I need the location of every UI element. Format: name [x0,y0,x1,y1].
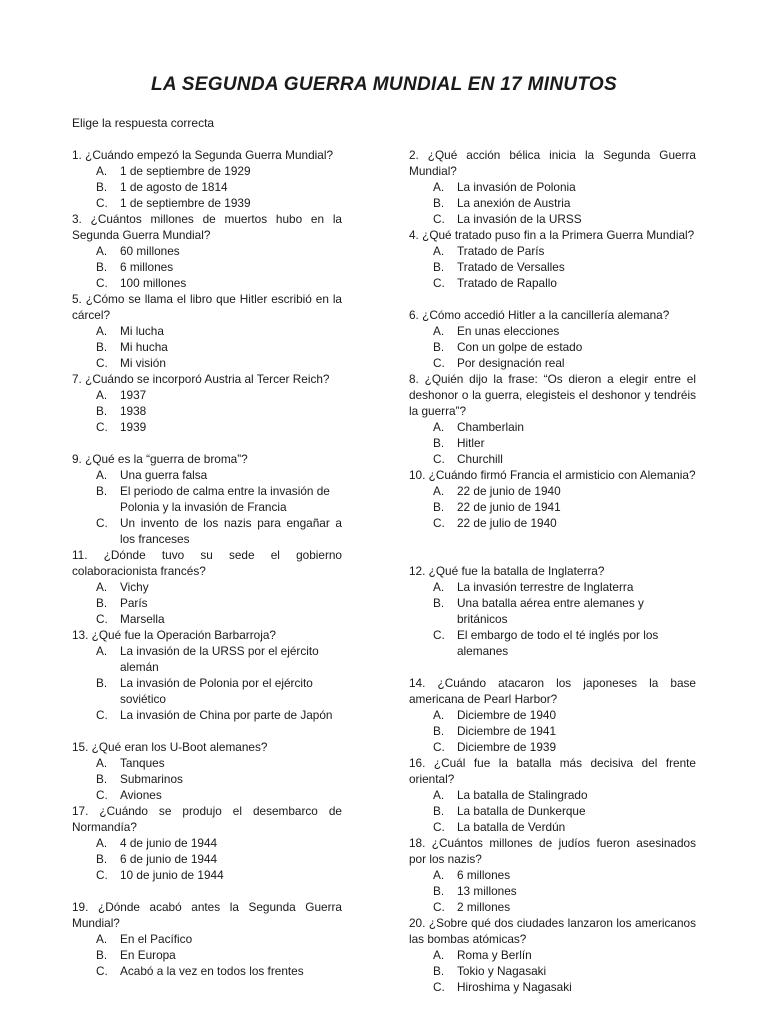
answer-option [409,451,696,467]
option-letter: A. [96,932,108,946]
answer-option [409,483,696,499]
answer-option [409,179,696,195]
option-letter: C. [96,708,108,722]
option-letter: B. [433,884,445,898]
question-block [409,915,696,995]
option-letter: C. [433,516,445,530]
answer-option [72,515,342,547]
question-block [72,451,342,547]
option-letter: B. [433,340,445,354]
option-text: Tratado de Rapallo [457,276,557,290]
option-text: 60 millones [120,244,180,258]
answer-option [72,611,342,627]
answer-option [409,195,696,211]
option-text: 6 millones [120,260,174,274]
option-text: 1937 [120,388,147,402]
option-letter: A. [96,836,108,850]
answer-option [72,595,342,611]
question-text: 13. ¿Qué fue la Operación Barbarroja? [72,628,276,642]
option-text: Acabó a la vez en todos los frentes [120,964,304,978]
answer-option [72,851,342,867]
answer-option [72,355,342,371]
page-title: LA SEGUNDA GUERRA MUNDIAL EN 17 MINUTOS [151,74,617,95]
option-text: Mi hucha [120,340,168,354]
option-text: Una guerra falsa [120,468,208,482]
option-letter: A. [433,324,445,338]
answer-option [409,723,696,739]
option-text: París [120,596,148,610]
answer-option [72,579,342,595]
option-text: En Europa [120,948,176,962]
answer-option [72,387,342,403]
option-text: 22 de junio de 1940 [457,484,561,498]
question-text: 6. ¿Cómo accedió Hitler a la cancillería alemana? [409,308,670,322]
option-text: La batalla de Verdún [457,820,566,834]
question-text: 8. ¿Quién dijo la frase: “Os dieron a elegir entre el deshonor o la guerra, elegisteis el deshonor y tendréis la guerra”? [409,372,696,418]
option-letter: B. [433,964,445,978]
question-block [72,739,342,803]
question-text: 12. ¿Qué fue la batalla de Inglaterra? [409,564,605,578]
option-letter: C. [433,820,445,834]
answer-option [409,323,696,339]
option-letter: C. [96,276,108,290]
question-block [409,147,696,227]
option-text: Mi lucha [120,324,164,338]
option-letter: B. [433,196,445,210]
answer-option [409,435,696,451]
option-text: Diciembre de 1939 [457,740,557,754]
option-letter: B. [96,772,108,786]
answer-option [409,947,696,963]
answer-option [409,339,696,355]
option-letter: C. [96,964,108,978]
option-text: Tanques [120,756,165,770]
answer-option [72,243,342,259]
answer-option [72,163,342,179]
option-letter: B. [96,484,108,498]
option-text: Por designación real [457,356,565,370]
question-text: 16. ¿Cuál fue la batalla más decisiva del frente oriental? [409,756,696,786]
answer-option [409,867,696,883]
answer-option [72,643,342,675]
option-text: La invasión de China por parte de Japón [120,708,333,722]
question-text: 4. ¿Qué tratado puso fin a la Primera Guerra Mundial? [409,228,695,242]
option-letter: C. [96,356,108,370]
answer-option [72,771,342,787]
option-text: Roma y Berlín [457,948,532,962]
option-text: 1938 [120,404,147,418]
option-letter: A. [433,868,445,882]
answer-option [72,419,342,435]
option-text: La invasión de la URSS por el ejército alemán [120,644,319,674]
option-letter: C. [96,868,108,882]
question-text: 19. ¿Dónde acabó antes la Segunda Guerra Mundial? [72,900,342,930]
option-letter: C. [433,356,445,370]
answer-option [72,755,342,771]
option-text: Diciembre de 1940 [457,708,557,722]
option-text: La batalla de Dunkerque [457,804,586,818]
answer-option [409,819,696,835]
option-text: 1 de septiembre de 1939 [120,196,251,210]
answer-option [72,195,342,211]
option-letter: A. [96,244,108,258]
option-letter: B. [96,676,108,690]
question-block [72,147,342,211]
option-letter: B. [433,596,445,610]
option-letter: A. [96,388,108,402]
option-letter: B. [96,948,108,962]
answer-option [409,739,696,755]
option-text: 100 millones [120,276,187,290]
answer-option [409,419,696,435]
option-text: 10 de junio de 1944 [120,868,224,882]
option-letter: B. [96,260,108,274]
option-letter: B. [96,180,108,194]
option-letter: C. [96,196,108,210]
answer-option [409,515,696,531]
answer-option [72,867,342,883]
option-letter: A. [433,580,445,594]
answer-option [72,179,342,195]
option-text: 22 de julio de 1940 [457,516,557,530]
option-letter: B. [433,500,445,514]
answer-option [409,243,696,259]
answer-option [409,803,696,819]
question-block [72,371,342,435]
question-text: 1. ¿Cuándo empezó la Segunda Guerra Mundial? [72,148,334,162]
option-letter: C. [433,212,445,226]
option-letter: C. [96,612,108,626]
option-letter: A. [96,324,108,338]
answer-option [409,899,696,915]
answer-option [409,963,696,979]
option-letter: A. [96,580,108,594]
option-text: Hiroshima y Nagasaki [457,980,572,994]
left-column [72,147,342,979]
question-block [409,227,696,291]
question-text: 14. ¿Cuándo atacaron los japoneses la base americana de Pearl Harbor? [409,676,696,706]
answer-option [72,947,342,963]
question-text: 3. ¿Cuántos millones de muertos hubo en la Segunda Guerra Mundial? [72,212,342,242]
option-letter: B. [96,852,108,866]
answer-option [409,883,696,899]
question-text: 17. ¿Cuándo se produjo el desembarco de Normandía? [72,804,342,834]
option-text: 4 de junio de 1944 [120,836,218,850]
question-block [409,563,696,659]
option-letter: B. [96,340,108,354]
answer-option [409,595,696,627]
answer-option [72,963,342,979]
option-letter: B. [433,724,445,738]
option-text: Marsella [120,612,165,626]
question-block [409,755,696,835]
option-letter: A. [96,468,108,482]
option-letter: C. [96,788,108,802]
option-text: En el Pacífico [120,932,193,946]
question-text: 5. ¿Cómo se llama el libro que Hitler escribió en la cárcel? [72,292,342,322]
question-text: 11. ¿Dónde tuvo su sede el gobierno colaboracionista francés? [72,548,342,578]
option-text: En unas elecciones [457,324,560,338]
option-text: Diciembre de 1941 [457,724,557,738]
option-text: Una batalla aérea entre alemanes y británicos [457,596,644,626]
option-letter: C. [96,420,108,434]
instruction-text: Elige la respuesta correcta [72,116,215,130]
answer-option [409,707,696,723]
option-text: Tratado de París [457,244,545,258]
question-block [409,835,696,915]
question-block [72,547,342,627]
option-text: 13 millones [457,884,517,898]
option-text: 22 de junio de 1941 [457,500,561,514]
option-text: Tratado de Versalles [457,260,565,274]
option-letter: B. [433,436,445,450]
option-text: La batalla de Stalingrado [457,788,588,802]
answer-option [409,627,696,659]
question-block [409,467,696,531]
option-letter: A. [433,420,445,434]
answer-option [409,579,696,595]
question-text: 20. ¿Sobre qué dos ciudades lanzaron los americanos las bombas atómicas? [409,916,696,946]
option-text: 6 millones [457,868,511,882]
answer-option [409,787,696,803]
question-block [72,627,342,723]
answer-option [409,979,696,995]
option-letter: B. [433,260,445,274]
option-letter: A. [433,948,445,962]
question-block [409,675,696,755]
answer-option [72,323,342,339]
answer-option [409,211,696,227]
option-letter: C. [433,276,445,290]
question-block [72,291,342,371]
option-text: Submarinos [120,772,183,786]
option-letter: B. [96,404,108,418]
answer-option [72,675,342,707]
option-letter: A. [433,484,445,498]
answer-option [72,483,342,515]
answer-option [72,339,342,355]
option-letter: C. [433,900,445,914]
option-text: La anexión de Austria [457,196,571,210]
answer-option [409,275,696,291]
answer-option [409,499,696,515]
option-text: Churchill [457,452,503,466]
option-text: La invasión de la URSS [457,212,582,226]
option-text: La invasión de Polonia por el ejército soviético [120,676,313,706]
option-text: Hitler [457,436,485,450]
option-letter: B. [433,804,445,818]
option-text: La invasión de Polonia [457,180,576,194]
question-text: 9. ¿Qué es la “guerra de broma”? [72,452,248,466]
question-block [409,371,696,467]
option-text: El periodo de calma entre la invasión de Polonia y la invasión de Francia [120,484,330,514]
option-letter: A. [96,644,108,658]
question-text: 10. ¿Cuándo firmó Francia el armisticio con Alemania? [409,468,696,482]
answer-option [72,259,342,275]
answer-option [409,259,696,275]
option-text: La invasión terrestre de Inglaterra [457,580,634,594]
answer-option [72,707,342,723]
option-text: Vichy [120,580,149,594]
option-text: Chamberlain [457,420,524,434]
answer-option [72,787,342,803]
answer-option [72,275,342,291]
option-letter: A. [96,164,108,178]
right-column [409,147,696,995]
question-block [72,211,342,291]
option-letter: C. [433,628,445,642]
option-letter: C. [433,980,445,994]
option-text: 1 de agosto de 1814 [120,180,228,194]
question-block [72,803,342,883]
option-letter: A. [433,180,445,194]
option-letter: A. [433,244,445,258]
option-letter: A. [433,788,445,802]
question-text: 7. ¿Cuándo se incorporó Austria al Tercer Reich? [72,372,330,386]
option-text: Un invento de los nazis para engañar a los franceses [120,516,342,546]
option-text: 2 millones [457,900,511,914]
option-text: 1939 [120,420,147,434]
question-block [409,307,696,371]
option-text: Aviones [120,788,162,802]
answer-option [72,467,342,483]
option-letter: B. [96,596,108,610]
question-block [72,899,342,979]
answer-option [72,931,342,947]
option-text: Tokio y Nagasaki [457,964,547,978]
question-text: 2. ¿Qué acción bélica inicia la Segunda Guerra Mundial? [409,148,696,178]
question-text: 18. ¿Cuántos millones de judíos fueron asesinados por los nazis? [409,836,696,866]
option-letter: C. [433,452,445,466]
option-text: Con un golpe de estado [457,340,583,354]
answer-option [409,355,696,371]
option-letter: A. [433,708,445,722]
answer-option [72,403,342,419]
option-text: 1 de septiembre de 1929 [120,164,251,178]
question-text: 15. ¿Qué eran los U-Boot alemanes? [72,740,268,754]
option-letter: C. [433,740,445,754]
option-letter: C. [96,516,108,530]
option-text: Mi visión [120,356,166,370]
option-text: 6 de junio de 1944 [120,852,218,866]
option-text: El embargo de todo el té inglés por los alemanes [457,628,659,658]
answer-option [72,835,342,851]
option-letter: A. [96,756,108,770]
